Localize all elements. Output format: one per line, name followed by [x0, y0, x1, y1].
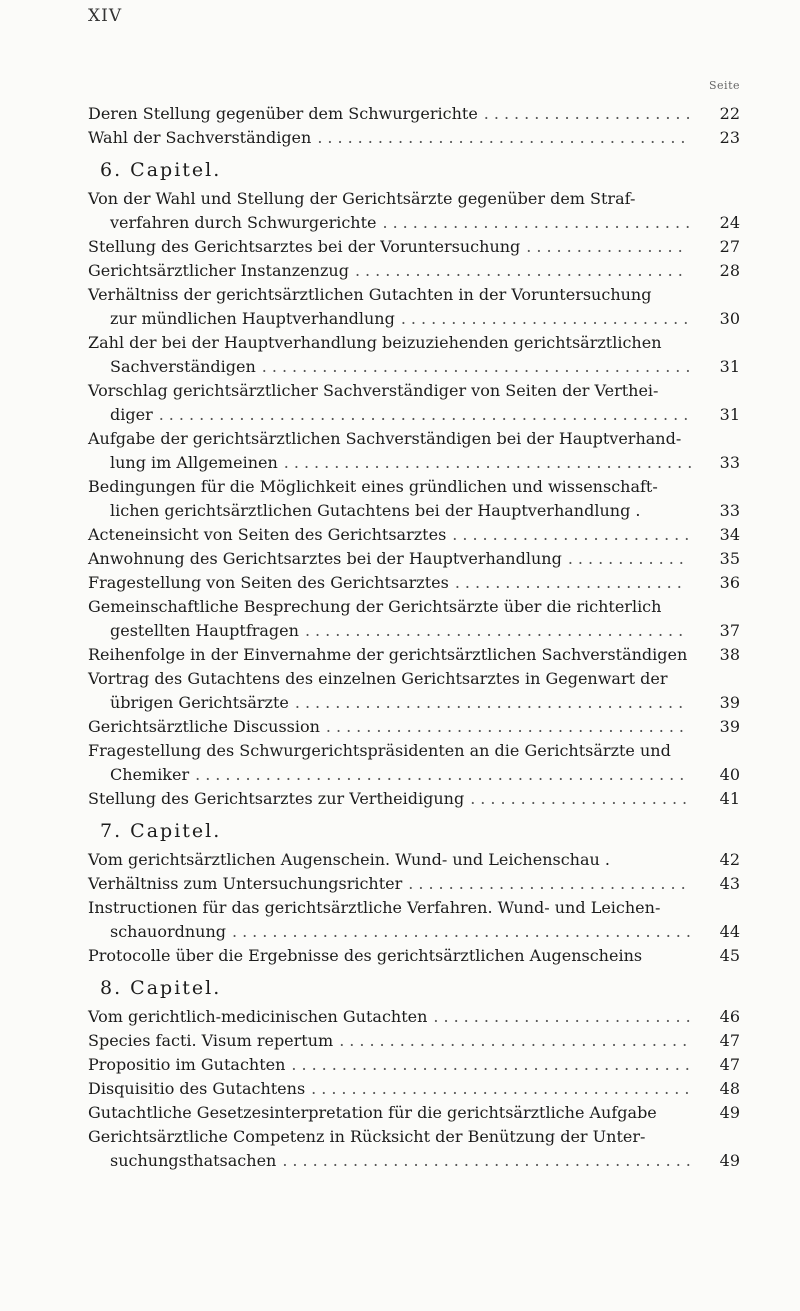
- toc-page-number: 43: [719, 874, 740, 893]
- dot-leader: .....................................: [317, 128, 691, 147]
- toc-entry: [88, 643, 740, 667]
- toc-entry: [88, 1077, 740, 1101]
- chapter-heading: 7. Capitel.: [100, 820, 222, 842]
- toc-page-number: 48: [719, 1079, 740, 1098]
- toc-entry: [88, 715, 740, 739]
- toc-entry-line: [88, 691, 740, 715]
- seite-column-label: Seite: [709, 79, 740, 92]
- toc-entry-text: Disquisitio des Gutachtens: [88, 1079, 306, 1098]
- toc-page-number: 37: [719, 621, 740, 640]
- toc-entry-text: schauordnung: [110, 922, 226, 941]
- dot-leader: ............: [567, 549, 689, 568]
- dot-leader: ......................................: [304, 621, 689, 640]
- toc-entry: [88, 787, 740, 811]
- toc-entry-line: [88, 667, 740, 691]
- dot-leader: ...........................................: [261, 357, 696, 376]
- toc-entry: [88, 126, 740, 150]
- toc-entry-line: [88, 283, 740, 307]
- toc-entry-line: [88, 896, 740, 920]
- toc-entry-line: [88, 595, 740, 619]
- toc-entry-line: [88, 379, 740, 403]
- toc-entry-text: Instructionen für das gerichtsärztliche Verfahren. Wund- und Leichen-: [88, 898, 661, 917]
- toc-entry-line: [88, 187, 740, 211]
- toc-entry-text: Acteneinsicht von Seiten des Gerichtsarztes: [88, 525, 447, 544]
- toc-page-number: 35: [719, 549, 740, 568]
- dot-leader: .................................: [354, 261, 688, 280]
- toc-entry-line: [88, 427, 740, 451]
- dot-leader: .................................................: [195, 765, 690, 784]
- toc-entry-line: [88, 1077, 740, 1101]
- toc-entry-text: Protocolle über die Ergebnisse des gerichtsärztlichen Augenscheins: [88, 946, 643, 965]
- toc-entry-text: Anwohnung des Gerichtsarztes bei der Hauptverhandlung: [88, 549, 562, 568]
- toc-entry: [88, 475, 740, 523]
- toc-page-number: 49: [719, 1151, 740, 1170]
- toc-entry-line: [88, 920, 740, 944]
- toc-entry-line: [88, 848, 740, 872]
- toc-entry: [88, 547, 740, 571]
- toc-entry-line: [88, 499, 740, 523]
- toc-entry-text: Chemiker: [110, 765, 190, 784]
- toc-entry-text: Verhältniss zum Untersuchungsrichter: [88, 874, 403, 893]
- toc-entry: [88, 1125, 740, 1173]
- toc-entry-text: Zahl der bei der Hauptverhandlung beizuziehenden gerichtsärztlichen: [88, 333, 662, 352]
- toc-entry: [88, 259, 740, 283]
- toc-entry-line: [88, 643, 740, 667]
- toc-entry-text: Reihenfolge in der Einvernahme der gerichtsärztlichen Sachverständigen: [88, 645, 688, 664]
- toc-page-number: 40: [719, 765, 740, 784]
- dot-leader: .......................................: [294, 693, 689, 712]
- toc-entry-text: Vortrag des Gutachtens des einzelnen Gerichtsarztes in Gegenwart der: [88, 669, 668, 688]
- toc-page-number: 47: [719, 1031, 740, 1050]
- toc-entry-line: [88, 787, 740, 811]
- table-of-contents: [88, 102, 740, 1173]
- toc-entry: [88, 1029, 740, 1053]
- toc-entry-text: Fragestellung des Schwurgerichtspräsidenten an die Gerichtsärzte und: [88, 741, 671, 760]
- toc-page-number: 22: [719, 104, 740, 123]
- toc-entry-line: [88, 126, 740, 150]
- toc-entry-text: Bedingungen für die Möglichkeit eines gründlichen und wissenschaft-: [88, 477, 658, 496]
- toc-entry-line: [88, 102, 740, 126]
- toc-entry-text: Von der Wahl und Stellung der Gerichtsärzte gegenüber dem Straf-: [88, 189, 636, 208]
- toc-entry-line: [88, 872, 740, 896]
- toc-entry-line: [88, 944, 740, 968]
- toc-entry-line: [88, 1029, 740, 1053]
- toc-entry-text: Vom gerichtlich-medicinischen Gutachten: [88, 1007, 428, 1026]
- toc-page-number: 23: [719, 128, 740, 147]
- dot-leader: ...................................: [339, 1031, 693, 1050]
- toc-entry: [88, 187, 740, 235]
- toc-entry: [88, 379, 740, 427]
- toc-entry-text: Verhältniss der gerichtsärztlichen Gutachten in der Voruntersuchung: [88, 285, 652, 304]
- toc-entry-text: Sachverständigen: [110, 357, 256, 376]
- toc-entry: [88, 739, 740, 787]
- toc-page-number: 42: [719, 850, 740, 869]
- toc-entry-line: [88, 259, 740, 283]
- toc-entry-text: Gerichtsärztliche Competenz in Rücksicht der Benützung der Unter-: [88, 1127, 646, 1146]
- toc-entry-text: Gemeinschaftliche Besprechung der Gerichtsärzte über die richterlich: [88, 597, 662, 616]
- toc-entry: [88, 427, 740, 475]
- dot-leader: ........................: [452, 525, 695, 544]
- toc-entry-text: Vom gerichtsärztlichen Augenschein. Wund- und Leichenschau .: [88, 850, 610, 869]
- dot-leader: ................: [526, 237, 688, 256]
- toc-page-number: 44: [719, 922, 740, 941]
- toc-entry-text: lung im Allgemeinen: [110, 453, 278, 472]
- toc-page-number: 31: [719, 357, 740, 376]
- toc-entry: [88, 667, 740, 715]
- toc-entry-text: Vorschlag gerichtsärztlicher Sachverständiger von Seiten der Verthei-: [88, 381, 659, 400]
- toc-entry-text: lichen gerichtsärztlichen Gutachtens bei der Hauptverhandlung .: [110, 501, 641, 520]
- toc-entry: [88, 1053, 740, 1077]
- toc-entry-text: gestellten Hauptfragen: [110, 621, 299, 640]
- toc-entry-text: Species facti. Visum repertum: [88, 1031, 334, 1050]
- toc-entry: [88, 1005, 740, 1029]
- toc-entry-line: [88, 619, 740, 643]
- toc-entry-line: [88, 1101, 740, 1125]
- toc-page-number: 31: [719, 405, 740, 424]
- toc-page-number: 33: [719, 501, 740, 520]
- toc-entry-line: [88, 1149, 740, 1173]
- toc-entry-text: Propositio im Gutachten: [88, 1055, 286, 1074]
- toc-entry-text: Wahl der Sachverständigen: [88, 128, 312, 147]
- chapter-heading: 6. Capitel.: [100, 159, 222, 181]
- dot-leader: .........................................: [282, 1151, 696, 1170]
- toc-page-number: 46: [719, 1007, 740, 1026]
- toc-page-number: 49: [719, 1103, 740, 1122]
- dot-leader: .....................: [483, 104, 696, 123]
- dot-leader: ........................................: [291, 1055, 695, 1074]
- toc-entry: [88, 235, 740, 259]
- toc-page-number: 33: [719, 453, 740, 472]
- toc-page-number: 30: [719, 309, 740, 328]
- toc-entry-text: diger: [110, 405, 153, 424]
- toc-entry-text: Gerichtsärztlicher Instanzenzug: [88, 261, 349, 280]
- toc-entry-text: Deren Stellung gegenüber dem Schwurgerichte: [88, 104, 478, 123]
- toc-entry-line: [88, 523, 740, 547]
- toc-entry-line: [88, 403, 740, 427]
- toc-entry-line: [88, 1005, 740, 1029]
- toc-page-number: 47: [719, 1055, 740, 1074]
- toc-entry: [88, 283, 740, 331]
- toc-entry-line: [88, 1053, 740, 1077]
- dot-leader: .............................: [400, 309, 694, 328]
- dot-leader: ....................................: [325, 717, 690, 736]
- toc-entry-text: Stellung des Gerichtsarztes bei der Voruntersuchung: [88, 237, 521, 256]
- toc-page-number: 38: [719, 645, 740, 664]
- toc-page-number: 24: [719, 213, 740, 232]
- toc-entry: [88, 571, 740, 595]
- toc-entry: [88, 595, 740, 643]
- toc-entry: [88, 848, 740, 872]
- toc-entry: [88, 523, 740, 547]
- dot-leader: .....................................................: [158, 405, 694, 424]
- toc-page-number: 27: [719, 237, 740, 256]
- toc-entry-line: [88, 235, 740, 259]
- toc-entry-line: [88, 739, 740, 763]
- toc-entry-text: Gutachtliche Gesetzesinterpretation für die gerichtsärztliche Aufgabe: [88, 1103, 657, 1122]
- toc-page-number: 28: [719, 261, 740, 280]
- toc-entry-text: Fragestellung von Seiten des Gerichtsarztes: [88, 573, 449, 592]
- toc-entry-line: [88, 355, 740, 379]
- toc-page-number: 45: [719, 946, 740, 965]
- dot-leader: .........................................: [283, 453, 698, 472]
- dot-leader: ...............................: [382, 213, 696, 232]
- toc-page-number: 41: [719, 789, 740, 808]
- toc-entry: [88, 944, 740, 968]
- toc-entry-line: [88, 307, 740, 331]
- toc-entry-text: zur mündlichen Hauptverhandlung: [110, 309, 395, 328]
- toc-entry-line: [88, 451, 740, 475]
- toc-entry: [88, 896, 740, 944]
- toc-page-number: 36: [719, 573, 740, 592]
- toc-entry-line: [88, 1125, 740, 1149]
- toc-entry-text: suchungsthatsachen: [110, 1151, 277, 1170]
- toc-entry: [88, 1101, 740, 1125]
- dot-leader: ............................: [408, 874, 691, 893]
- toc-entry-text: Stellung des Gerichtsarztes zur Vertheidigung: [88, 789, 465, 808]
- toc-entry-line: [88, 331, 740, 355]
- toc-entry-line: [88, 763, 740, 787]
- toc-entry: [88, 102, 740, 126]
- toc-entry-line: [88, 715, 740, 739]
- toc-entry: [88, 331, 740, 379]
- toc-page-number: 39: [719, 693, 740, 712]
- page-number: XIV: [88, 6, 123, 26]
- dot-leader: ..............................................: [232, 922, 696, 941]
- toc-entry-text: Gerichtsärztliche Discussion: [88, 717, 320, 736]
- toc-page-number: 34: [719, 525, 740, 544]
- toc-entry-line: [88, 547, 740, 571]
- dot-leader: .......................: [454, 573, 687, 592]
- toc-entry-text: Aufgabe der gerichtsärztlichen Sachverständigen bei der Hauptverhand-: [88, 429, 682, 448]
- toc-entry-text: verfahren durch Schwurgerichte: [110, 213, 377, 232]
- dot-leader: ..........................: [433, 1007, 696, 1026]
- toc-entry-text: übrigen Gerichtsärzte: [110, 693, 289, 712]
- dot-leader: ......................: [470, 789, 693, 808]
- dot-leader: ......................................: [311, 1079, 695, 1098]
- chapter-heading: 8. Capitel.: [100, 977, 222, 999]
- toc-entry-line: [88, 571, 740, 595]
- toc-entry-line: [88, 211, 740, 235]
- toc-page-number: 39: [719, 717, 740, 736]
- toc-entry: [88, 872, 740, 896]
- toc-entry-line: [88, 475, 740, 499]
